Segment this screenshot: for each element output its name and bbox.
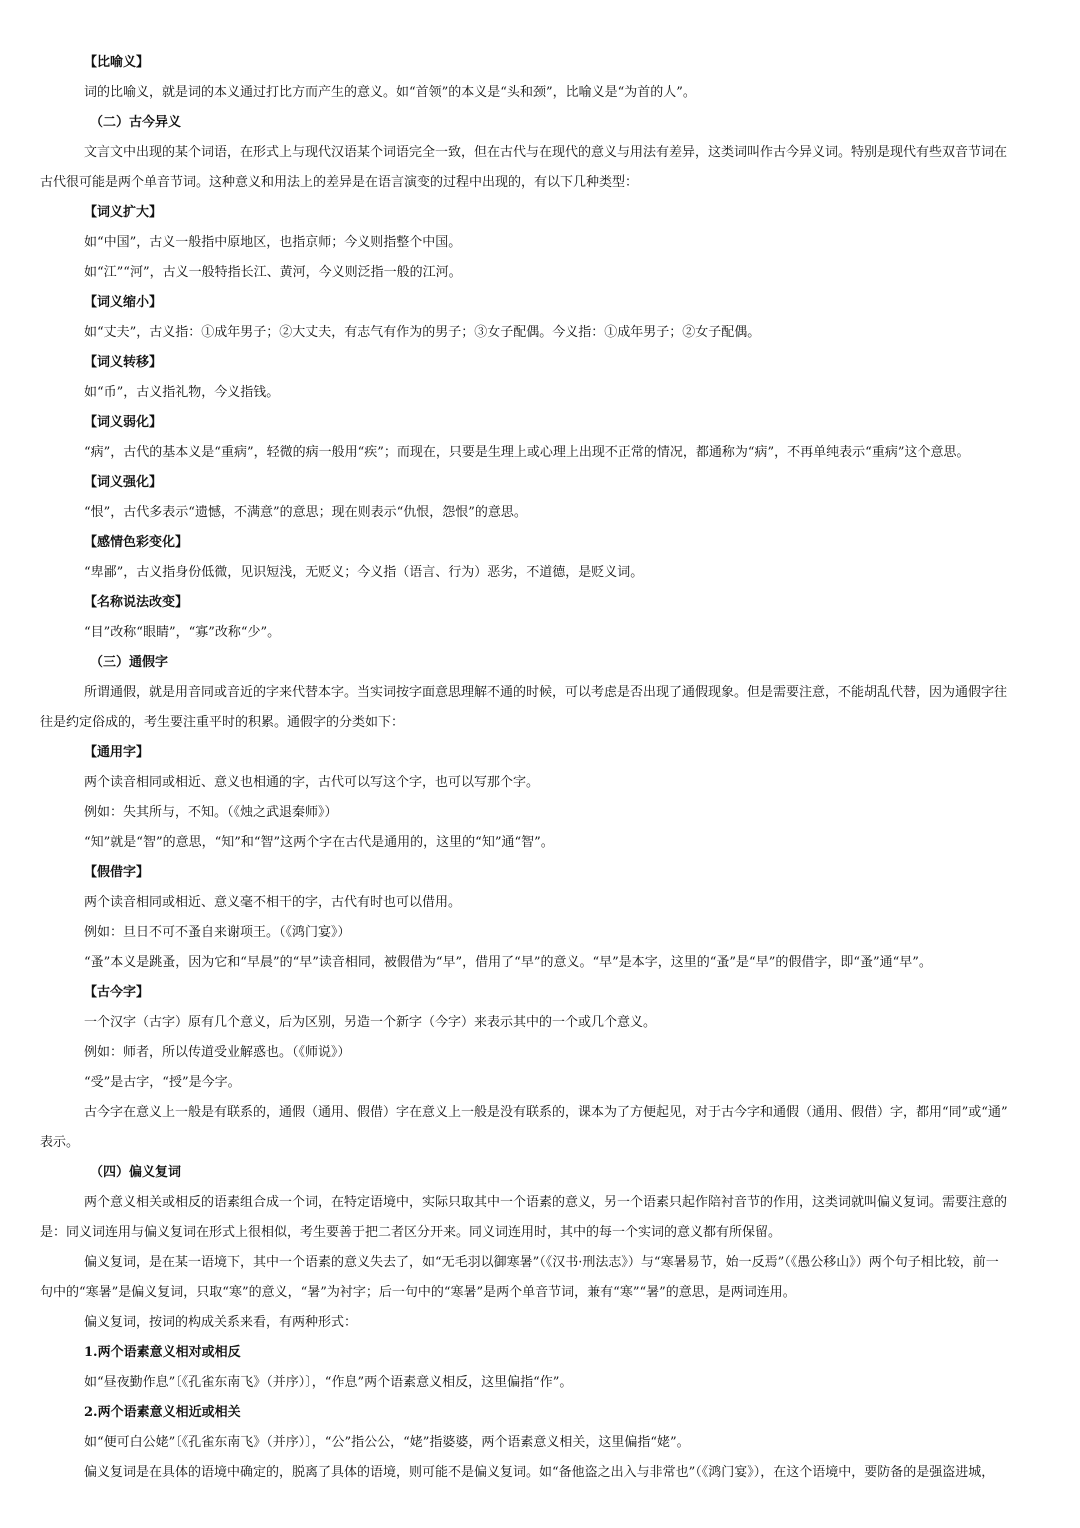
- paragraph-line: 如“中国”，古义一般指中原地区，也指京师；今义则指整个中国。: [84, 235, 462, 250]
- section-heading: 【词义强化】: [84, 475, 163, 490]
- paragraph-continuation-line: 表示。: [40, 1135, 80, 1150]
- paragraph-line: “恨”，古代多表示“遗憾，不满意”的意思；现在则表示“仇恨，怨恨”的意思。: [84, 505, 527, 520]
- section-heading: 【感情色彩变化】: [84, 535, 189, 550]
- paragraph-line: 如“便可白公姥”〔《孔雀东南飞》（并序）〕，“公”指公公，“姥”指婆婆，两个语素意义相关，这里偏指“姥”。: [84, 1435, 690, 1450]
- paragraph-line: 例如：旦日不可不蚤自来谢项王。（《鸿门宴》）: [84, 925, 351, 940]
- paragraph-line: 例如：失其所与，不知。（《烛之武退秦师》）: [84, 805, 338, 820]
- paragraph-line: 古今字在意义上一般是有联系的，通假（通用、假借）字在意义上一般是没有联系的，课本为了方便起见，对于古今字和通假（通用、假借）字，都用“同”或“通”: [84, 1105, 1008, 1120]
- section-heading: 【词义扩大】: [84, 205, 163, 220]
- paragraph-line: 如“江”“河”，古义一般特指长江、黄河，今义则泛指一般的江河。: [84, 265, 462, 280]
- subsection-heading: （二）古今异义: [90, 115, 182, 130]
- paragraph-line: 两个读音相同或相近、意义也相通的字，古代可以写这个字，也可以写那个字。: [84, 775, 540, 790]
- paragraph-line: “受”是古字，“授”是今字。: [84, 1075, 241, 1090]
- subsection-heading: （三）通假字: [90, 655, 169, 670]
- paragraph-line: 词的比喻义，就是词的本义通过打比方而产生的意义。如“首领”的本义是“头和颈”，比喻义是“为首的人”。: [84, 85, 696, 100]
- paragraph-line: “目”改称“眼睛”，“寡”改称“少”。: [84, 625, 281, 640]
- paragraph-line: “知”就是“智”的意思，“知”和“智”这两个字在古代是通用的，这里的“知”通“智”。: [84, 835, 554, 850]
- paragraph-continuation-line: 句中的“寒暑”是偏义复词，只取“寒”的意义，“暑”为衬字；后一句中的“寒暑”是两个单音节词，兼有“寒”“暑”的意思，是两词连用。: [40, 1285, 796, 1300]
- paragraph-continuation-line: 是：同义词连用与偏义复词在形式上很相似，考生要善于把二者区分开来。同义词连用时，其中的每一个实词的意义都有所保留。: [40, 1225, 782, 1240]
- paragraph-line: 两个读音相同或相近、意义毫不相干的字，古代有时也可以借用。: [84, 895, 462, 910]
- paragraph-line: 偏义复词是在具体的语境中确定的，脱离了具体的语境，则可能不是偏义复词。如“备他盗之出入与非常也”（《鸿门宴》），在这个语境中，要防备的是强盗进城，: [84, 1465, 995, 1480]
- section-heading: 【名称说法改变】: [84, 595, 189, 610]
- paragraph-line: 所谓通假，就是用音同或音近的字来代替本字。当实词按字面意思理解不通的时候，可以考虑是否出现了通假现象。但是需要注意，不能胡乱代替，因为通假字往: [84, 685, 1008, 700]
- section-heading: 【词义转移】: [84, 355, 163, 370]
- paragraph-line: “卑鄙”，古义指身份低微，见识短浅，无贬义；今义指（语言、行为）恶劣，不道德，是贬义词。: [84, 565, 644, 580]
- paragraph-line: 两个意义相关或相反的语素组合成一个词，在特定语境中，实际只取其中一个语素的意义，另一个语素只起作陪衬音节的作用，这类词就叫偏义复词。需要注意的: [84, 1195, 1008, 1210]
- section-heading: 【通用字】: [84, 745, 150, 760]
- section-heading: 【词义弱化】: [84, 415, 163, 430]
- section-heading: 1.两个语素意义相对或相反: [84, 1345, 241, 1360]
- section-heading: 2.两个语素意义相近或相关: [84, 1405, 241, 1420]
- subsection-heading: （四）偏义复词: [90, 1165, 182, 1180]
- paragraph-line: 例如：师者，所以传道受业解惑也。（《师说》）: [84, 1045, 351, 1060]
- paragraph-line: 偏义复词，按词的构成关系来看，有两种形式：: [84, 1315, 358, 1330]
- paragraph-line: 文言文中出现的某个词语，在形式上与现代汉语某个词语完全一致，但在古代与在现代的意义与用法有差异，这类词叫作古今异义词。特别是现代有些双音节词在: [84, 145, 1008, 160]
- section-heading: 【比喻义】: [84, 55, 150, 70]
- paragraph-line: 一个汉字（古字）原有几个意义，后为区别，另造一个新字（今字）来表示其中的一个或几个意义。: [84, 1015, 657, 1030]
- paragraph-line: 偏义复词，是在某一语境下，其中一个语素的意义失去了，如“无毛羽以御寒暑”（《汉书·刑法志》）与“寒暑易节，始一反焉”（《愚公移山》）两个句子相比较，前一: [84, 1255, 999, 1270]
- section-heading: 【古今字】: [84, 985, 150, 1000]
- paragraph-line: 如“昼夜勤作息”〔《孔雀东南飞》（并序）〕，“作息”两个语素意义相反，这里偏指“作”。: [84, 1375, 573, 1390]
- paragraph-line: 如“币”，古义指礼物，今义指钱。: [84, 385, 280, 400]
- paragraph-line: “病”，古代的基本义是“重病”，轻微的病一般用“疾”；而现在，只要是生理上或心理上出现不正常的情况，都通称为“病”，不再单纯表示“重病”这个意思。: [84, 445, 970, 460]
- section-heading: 【假借字】: [84, 865, 150, 880]
- paragraph-continuation-line: 往是约定俗成的，考生要注重平时的积累。通假字的分类如下：: [40, 715, 405, 730]
- paragraph-line: “蚤”本义是跳蚤，因为它和“早晨”的“早”读音相同，被假借为“早”，借用了“早”的意义。“早”是本字，这里的“蚤”是“早”的假借字，即“蚤”通“早”。: [84, 955, 932, 970]
- paragraph-line: 如“丈夫”，古义指：①成年男子；②大丈夫，有志气有作为的男子；③女子配偶。今义指：①成年男子；②女子配偶。: [84, 325, 761, 340]
- paragraph-continuation-line: 古代很可能是两个单音节词。这种意义和用法上的差异是在语言演变的过程中出现的，有以下几种类型：: [40, 175, 639, 190]
- section-heading: 【词义缩小】: [84, 295, 163, 310]
